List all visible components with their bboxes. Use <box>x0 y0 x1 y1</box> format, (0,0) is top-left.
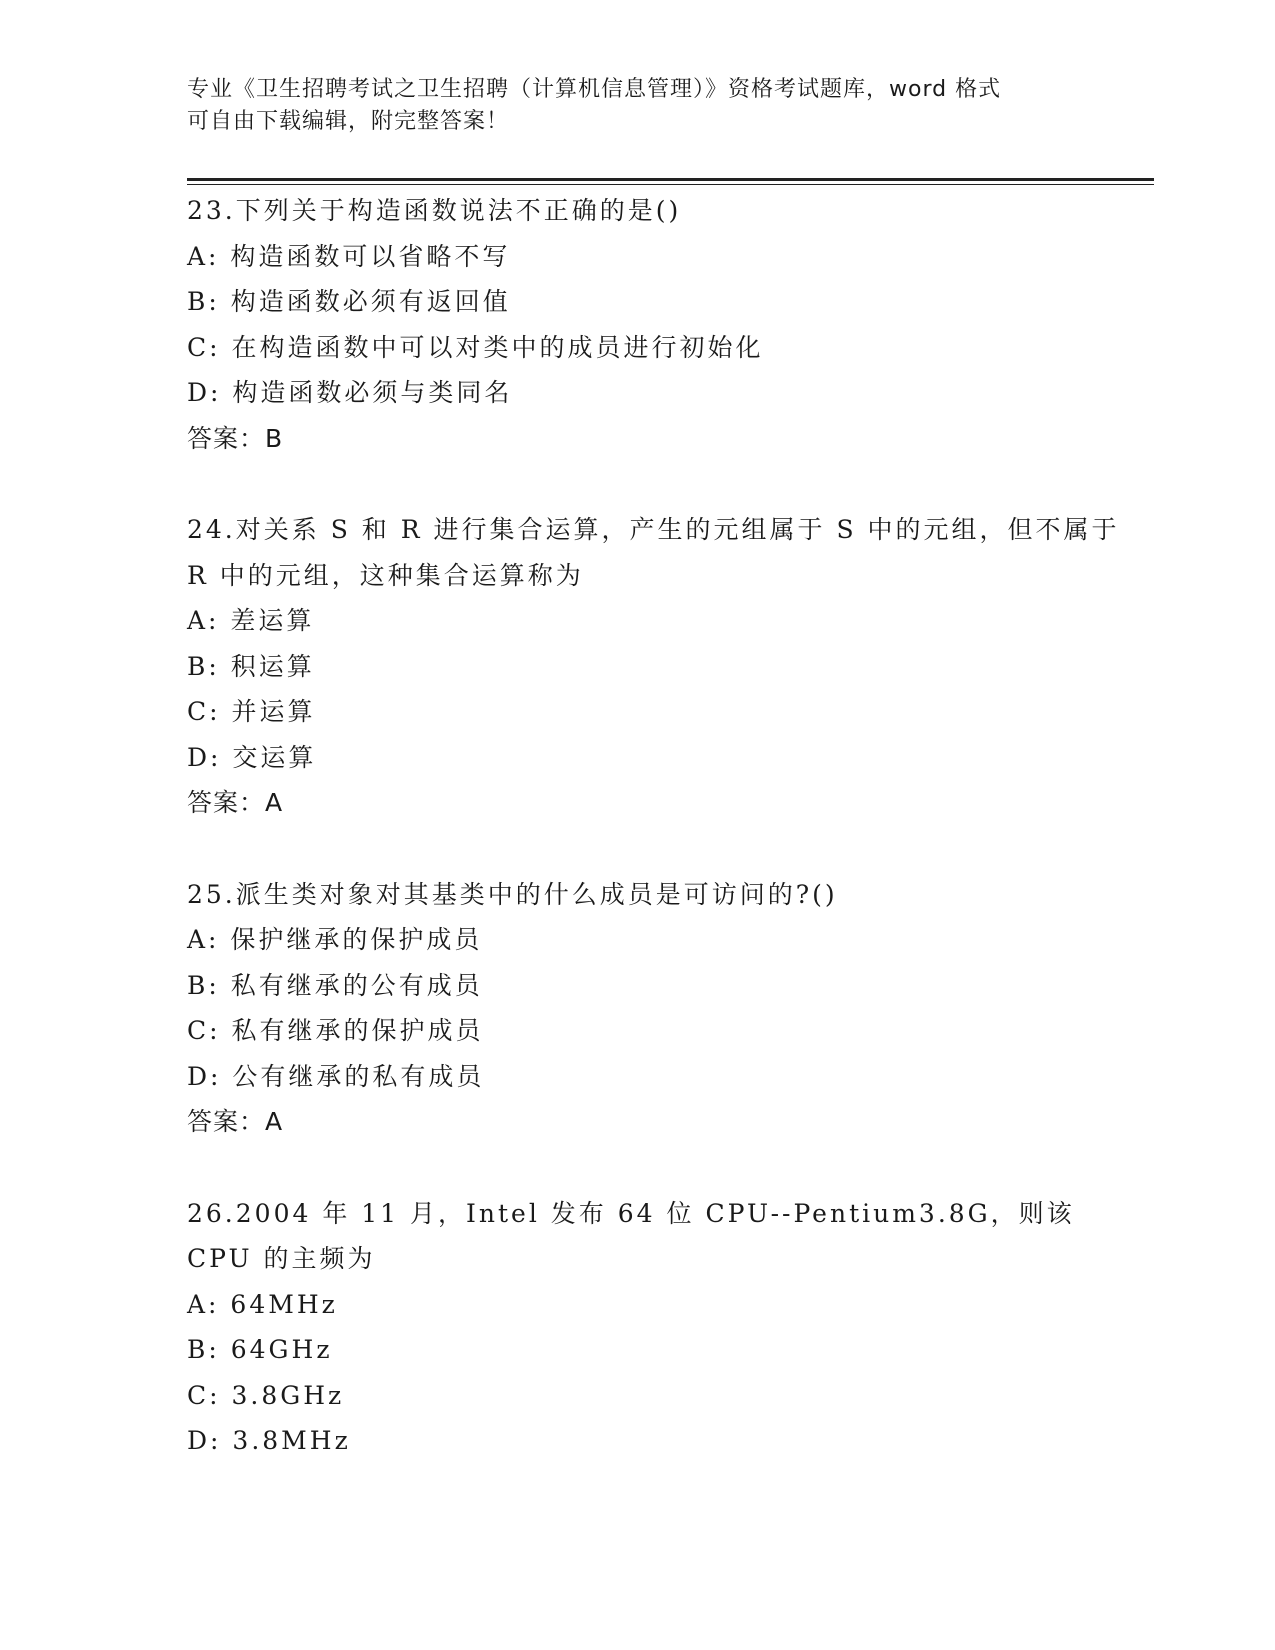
question-stem: 24.对关系 S 和 R 进行集合运算，产生的元组属于 S 中的元组，但不属于 R 中的元组，这种集合运算称为 <box>187 515 1120 590</box>
option-a: A: 保护继承的保护成员 <box>187 925 483 954</box>
option-b: B: 64GHz <box>187 1335 333 1364</box>
option-d: D: 公有继承的私有成员 <box>187 1061 485 1091</box>
header-line-2: 可自由下载编辑，附完整答案！ <box>187 109 510 134</box>
header-divider-thick <box>187 178 1154 181</box>
option-b: B: 私有继承的公有成员 <box>187 970 483 1000</box>
option-d: D: 3.8MHz <box>187 1426 351 1455</box>
option-d: D: 构造函数必须与类同名 <box>187 378 513 407</box>
option-b: B: 构造函数必须有返回值 <box>187 287 511 316</box>
answer-label: 答案：A <box>187 788 284 817</box>
option-c: C: 私有继承的保护成员 <box>187 1016 484 1045</box>
document-header <box>187 74 1087 138</box>
question-25 <box>187 872 1147 1145</box>
question-23 <box>187 188 1147 461</box>
question-list <box>187 188 1147 1510</box>
option-b: B: 积运算 <box>187 651 315 681</box>
header-line-1: 专业《卫生招聘考试之卫生招聘（计算机信息管理）》资格考试题库，word 格式 <box>187 77 1002 102</box>
question-24 <box>187 507 1147 826</box>
answer-label: 答案：A <box>187 1107 284 1136</box>
question-stem: 25.派生类对象对其基类中的什么成员是可访问的?() <box>187 879 838 909</box>
answer-label: 答案：B <box>187 423 284 453</box>
question-26 <box>187 1191 1147 1464</box>
option-c: C: 并运算 <box>187 697 316 726</box>
option-a: A: 差运算 <box>187 606 315 635</box>
question-stem: 26.2004 年 11 月，Intel 发布 64 位 CPU--Pentium3.8G，则该 CPU 的主频为 <box>187 1198 1075 1273</box>
option-d: D: 交运算 <box>187 742 317 772</box>
option-a: A: 构造函数可以省略不写 <box>187 241 511 271</box>
option-c: C: 在构造函数中可以对类中的成员进行初始化 <box>187 332 764 362</box>
header-divider-thin <box>187 184 1154 185</box>
option-c: C: 3.8GHz <box>187 1380 345 1410</box>
question-stem: 23.下列关于构造函数说法不正确的是() <box>187 196 682 225</box>
option-a: A: 64MHz <box>187 1289 338 1319</box>
